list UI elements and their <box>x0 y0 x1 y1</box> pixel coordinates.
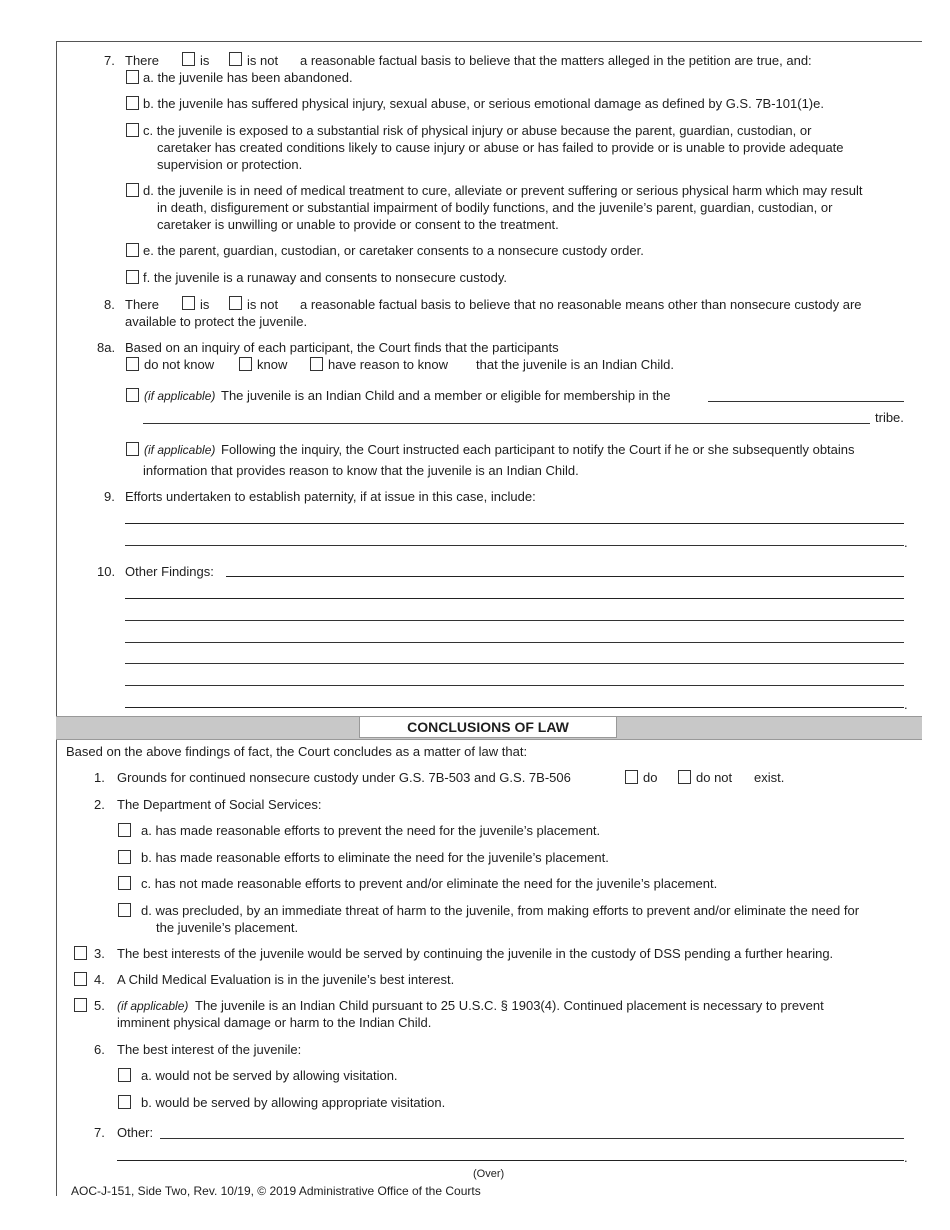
item8-number: 8. <box>104 297 115 312</box>
other-conclusion-line-1[interactable] <box>160 1138 904 1139</box>
item8a-if-applicable-2: (if applicable) <box>144 443 216 457</box>
conclusions-title: CONCLUSIONS OF LAW <box>359 716 617 738</box>
other-findings-line-5[interactable] <box>125 663 904 664</box>
tribe-name-line-1[interactable] <box>708 401 904 402</box>
conclusion5-text-1: The juvenile is an Indian Child pursuant to 25 U.S.C. § 1903(4). Continued placement is necessary to prevent <box>195 998 824 1013</box>
item9-period: . <box>904 535 908 550</box>
item7e-checkbox[interactable] <box>126 243 139 257</box>
item7-number: 7. <box>104 53 115 68</box>
conclusion2-text: The Department of Social Services: <box>117 797 322 812</box>
item8-stem: a reasonable factual basis to believe that no reasonable means other than nonsecure custody are <box>300 297 862 312</box>
item7-is-not-label: is not <box>247 53 279 68</box>
other-findings-line-1[interactable] <box>226 576 904 577</box>
paternity-line-2[interactable] <box>125 545 904 546</box>
item8-line2: available to protect the juvenile. <box>125 314 308 329</box>
item8-there: There <box>125 297 159 312</box>
item7-is-not-checkbox[interactable] <box>229 52 242 66</box>
other-findings-line-2[interactable] <box>125 598 904 599</box>
other-findings-line-4[interactable] <box>125 642 904 643</box>
item8-is-not-checkbox[interactable] <box>229 296 242 310</box>
item7d-text-1: d. the juvenile is in need of medical treatment to cure, alleviate or prevent suffering or serious physical harm which may result <box>143 183 863 198</box>
other-findings-line-7[interactable] <box>125 707 904 708</box>
conclusion6-text: The best interest of the juvenile: <box>117 1042 302 1057</box>
conclusion1-do-checkbox[interactable] <box>625 770 638 784</box>
conclusion2b-text: b. has made reasonable efforts to eliminate the need for the juvenile’s placement. <box>141 850 609 865</box>
item8a-stem: Based on an inquiry of each participant, the Court finds that the participants <box>125 340 559 355</box>
item7c-text-1: c. the juvenile is exposed to a substantial risk of physical injury or abuse because the parent, guardian, custodian, or <box>143 123 812 138</box>
item7c-checkbox[interactable] <box>126 123 139 137</box>
conclusion2a-checkbox[interactable] <box>118 823 131 837</box>
conclusions-intro: Based on the above findings of fact, the Court concludes as a matter of law that: <box>66 744 528 759</box>
item7b-text: b. the juvenile has suffered physical injury, sexual abuse, or serious emotional damage as defined by G.S. 7B-101(1)e. <box>143 96 824 111</box>
conclusion7-period: . <box>904 1150 908 1165</box>
form-frame-left <box>56 41 57 1196</box>
conclusion4-text: A Child Medical Evaluation is in the juvenile’s best interest. <box>117 972 455 987</box>
item9-number: 9. <box>104 489 115 504</box>
item7-is-label: is <box>200 53 210 68</box>
conclusion6b-text: b. would be served by allowing appropriate visitation. <box>141 1095 446 1110</box>
conclusion4-number: 4. <box>94 972 105 987</box>
item9-text: Efforts undertaken to establish paternity, if at issue in this case, include: <box>125 489 536 504</box>
item8a-inquiry-text-1: Following the inquiry, the Court instructed each participant to notify the Court if he or she subsequently obtains <box>221 442 855 457</box>
conclusion1-do-not-checkbox[interactable] <box>678 770 691 784</box>
other-findings-line-3[interactable] <box>125 620 904 621</box>
conclusion3-text: The best interests of the juvenile would be served by continuing the juvenile in the custody of DSS pending a further hearing. <box>117 946 834 961</box>
item8a-tribe: tribe. <box>875 410 904 425</box>
item8a-know-label: know <box>257 357 288 372</box>
paternity-line-1[interactable] <box>125 523 904 524</box>
item8a-tail: that the juvenile is an Indian Child. <box>476 357 675 372</box>
conclusion2-number: 2. <box>94 797 105 812</box>
item7e-text: e. the parent, guardian, custodian, or caretaker consents to a nonsecure custody order. <box>143 243 644 258</box>
item10-period: . <box>904 697 908 712</box>
conclusion5-text-2: imminent physical damage or harm to the Indian Child. <box>117 1015 432 1030</box>
conclusion2d-text-2: the juvenile’s placement. <box>156 920 299 935</box>
item8a-inquiry-checkbox[interactable] <box>126 442 139 456</box>
conclusion1-number: 1. <box>94 770 105 785</box>
item8a-number: 8a. <box>97 340 116 355</box>
conclusion1-do-not-label: do not <box>696 770 733 785</box>
conclusion2c-checkbox[interactable] <box>118 876 131 890</box>
conclusion6-number: 6. <box>94 1042 105 1057</box>
conclusion1-exist: exist. <box>754 770 785 785</box>
item8a-do-not-know-checkbox[interactable] <box>126 357 139 371</box>
conclusion1-text: Grounds for continued nonsecure custody under G.S. 7B-503 and G.S. 7B-506 <box>117 770 571 785</box>
item8-is-checkbox[interactable] <box>182 296 195 310</box>
item7f-checkbox[interactable] <box>126 270 139 284</box>
item10-number: 10. <box>97 564 116 579</box>
item8a-if-applicable: (if applicable) <box>144 389 216 403</box>
conclusion6a-text: a. would not be served by allowing visitation. <box>141 1068 398 1083</box>
tribe-name-line-2[interactable] <box>143 423 870 424</box>
item8-is-label: is <box>200 297 210 312</box>
form-id-footer: AOC-J-151, Side Two, Rev. 10/19, © 2019 Administrative Office of the Courts <box>71 1184 481 1198</box>
item8a-do-not-know-label: do not know <box>144 357 215 372</box>
conclusion5-if-applicable: (if applicable) <box>117 999 189 1013</box>
form-frame-top <box>56 41 922 42</box>
item8a-reason-to-know-checkbox[interactable] <box>310 357 323 371</box>
conclusion1-do-label: do <box>643 770 658 785</box>
conclusion2d-checkbox[interactable] <box>118 903 131 917</box>
item8a-reason-to-know-label: have reason to know <box>328 357 448 372</box>
item7a-text: a. the juvenile has been abandoned. <box>143 70 353 85</box>
conclusion2a-text: a. has made reasonable efforts to prevent the need for the juvenile’s placement. <box>141 823 601 838</box>
over-indicator: (Over) <box>473 1168 505 1180</box>
item8a-member-text: The juvenile is an Indian Child and a member or eligible for membership in the <box>221 388 671 403</box>
item7d-text-3: caretaker is unwilling or unable to provide or consent to the treatment. <box>157 217 559 232</box>
other-findings-line-6[interactable] <box>125 685 904 686</box>
conclusion7-number: 7. <box>94 1125 105 1140</box>
item8-is-not-label: is not <box>247 297 279 312</box>
item7c-text-3: supervision or protection. <box>157 157 303 172</box>
conclusion6a-checkbox[interactable] <box>118 1068 131 1082</box>
conclusion7-label: Other: <box>117 1125 154 1140</box>
item7-there: There <box>125 53 159 68</box>
other-conclusion-line-2[interactable] <box>117 1160 904 1161</box>
conclusion2b-checkbox[interactable] <box>118 850 131 864</box>
item7c-text-2: caretaker has created conditions likely to cause injury or abuse or has failed to provide or is unable to provide adequate <box>157 140 844 155</box>
conclusion4-checkbox[interactable] <box>74 972 87 986</box>
conclusion5-number: 5. <box>94 998 105 1013</box>
item7b-checkbox[interactable] <box>126 96 139 110</box>
conclusion3-number: 3. <box>94 946 105 961</box>
conclusion2c-text: c. has not made reasonable efforts to prevent and/or eliminate the need for the juvenile’s placement. <box>141 876 718 891</box>
item7a-checkbox[interactable] <box>126 70 139 84</box>
conclusion6b-checkbox[interactable] <box>118 1095 131 1109</box>
item10-label: Other Findings: <box>125 564 214 579</box>
item8a-member-checkbox[interactable] <box>126 388 139 402</box>
conclusion5-checkbox[interactable] <box>74 998 87 1012</box>
item8a-know-checkbox[interactable] <box>239 357 252 371</box>
item7-is-checkbox[interactable] <box>182 52 195 66</box>
conclusion2d-text-1: d. was precluded, by an immediate threat of harm to the juvenile, from making efforts to prevent and/or eliminate the need for <box>141 903 860 918</box>
item7d-checkbox[interactable] <box>126 183 139 197</box>
item7-stem: a reasonable factual basis to believe that the matters alleged in the petition are true, and: <box>300 53 812 68</box>
item7f-text: f. the juvenile is a runaway and consents to nonsecure custody. <box>143 270 507 285</box>
item7d-text-2: in death, disfigurement or substantial impairment of bodily functions, and the juvenile’s parent, guardian, custodian, or <box>157 200 833 215</box>
conclusion3-checkbox[interactable] <box>74 946 87 960</box>
item8a-inquiry-text-2: information that provides reason to know that the juvenile is an Indian Child. <box>143 463 579 478</box>
